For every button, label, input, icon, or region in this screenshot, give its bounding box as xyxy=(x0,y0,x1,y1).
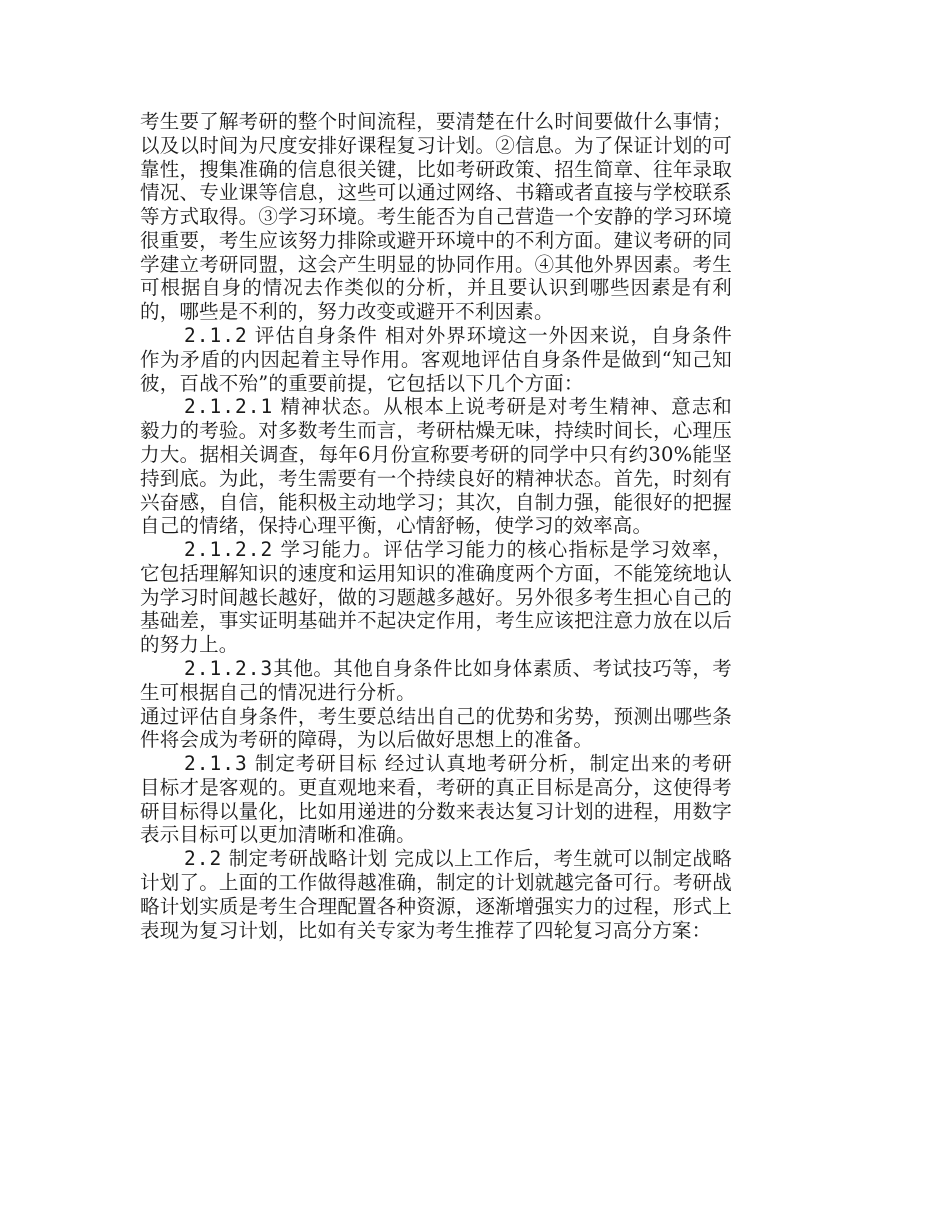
paragraph-mental-state xyxy=(140,395,732,538)
paragraph-text: 评估自身条件 相对外界环境这一外因来说，自身条件作为矛盾的内因起着主导作用。客观地评估自身条件是做到“知己知彼，百战不殆”的重要前提，它包括以下几个方面： xyxy=(140,324,732,395)
paragraph-external-factors xyxy=(140,110,732,324)
paragraph-strategy-plan xyxy=(140,847,732,942)
paragraph-text: 学习能力。评估学习能力的核心指标是学习效率，它包括理解知识的速度和运用知识的准确度两个方面，不能笼统地认为学习时间越长越好，做的习题越多越好。另外很多考生担心自己的基础差，事实证明基础并不起决定作用，考生应该把注意力放在以后的努力上。 xyxy=(140,538,732,657)
document-page xyxy=(140,110,732,942)
paragraph-text: 制定考研战略计划 完成以上工作后，考生就可以制定战略计划了。上面的工作做得越准确，制定的计划就越完备可行。考研战略计划实质是考生合理配置各种资源，逐渐增强实力的过程，形式上表现为复习计划，比如有关专家为考生推荐了四轮复习高分方案： xyxy=(140,847,732,942)
section-number: 2.1.2 xyxy=(184,324,248,348)
paragraph-text: 制定考研目标 经过认真地考研分析，制定出来的考研目标才是客观的。更直观地来看，考研的真正目标是高分，这使得考研目标得以量化，比如用递进的分数来表达复习计划的进程，用数字表示目标可以更加清晰和准确。 xyxy=(140,752,732,847)
paragraph-summary xyxy=(140,705,732,753)
paragraph-set-goals xyxy=(140,752,732,847)
section-number: 2.1.2.1 xyxy=(184,395,274,419)
paragraph-learning-ability xyxy=(140,538,732,657)
paragraph-other-conditions xyxy=(140,657,732,705)
section-number: 2.1.3 xyxy=(184,752,248,776)
paragraph-text: 考生要了解考研的整个时间流程，要清楚在什么时间要做什么事情；以及以时间为尺度安排好课程复习计划。②信息。为了保证计划的可靠性，搜集准确的信息很关键，比如考研政策、招生简章、往年录取情况、专业课等信息，这些可以通过网络、书籍或者直接与学校联系等方式取得。③学习环境。考生能否为自己营造一个安静的学习环境很重要，考生应该努力排除或避开环境中的不利方面。建议考研的同学建立考研同盟，这会产生明显的协同作用。④其他外界因素。考生可根据自身的情况去作类似的分析，并且要认识到哪些因素是有利的，哪些是不利的，努力改变或避开不利因素。 xyxy=(140,110,732,324)
section-number: 2.2 xyxy=(184,847,223,871)
section-number: 2.1.2.2 xyxy=(184,538,274,562)
paragraph-text: 其他。其他自身条件比如身体素质、考试技巧等，考生可根据自己的情况进行分析。 xyxy=(140,656,732,704)
section-number: 2.1.2.3 xyxy=(184,656,274,680)
paragraph-self-assessment xyxy=(140,324,732,395)
paragraph-text: 通过评估自身条件，考生要总结出自己的优势和劣势，预测出哪些条件将会成为考研的障碍，为以后做好思想上的准备。 xyxy=(140,704,732,752)
paragraph-text: 精神状态。从根本上说考研是对考生精神、意志和毅力的考验。对多数考生而言，考研枯燥无味，持续时间长，心理压力大。据相关调查，每年6月份宣称要考研的同学中只有约30%能坚持到底。为此，考生需要有一个持续良好的精神状态。首先，时刻有兴奋感，自信，能积极主动地学习；其次，自制力强，能很好的把握自己的情绪，保持心理平衡，心情舒畅，使学习的效率高。 xyxy=(140,395,732,538)
